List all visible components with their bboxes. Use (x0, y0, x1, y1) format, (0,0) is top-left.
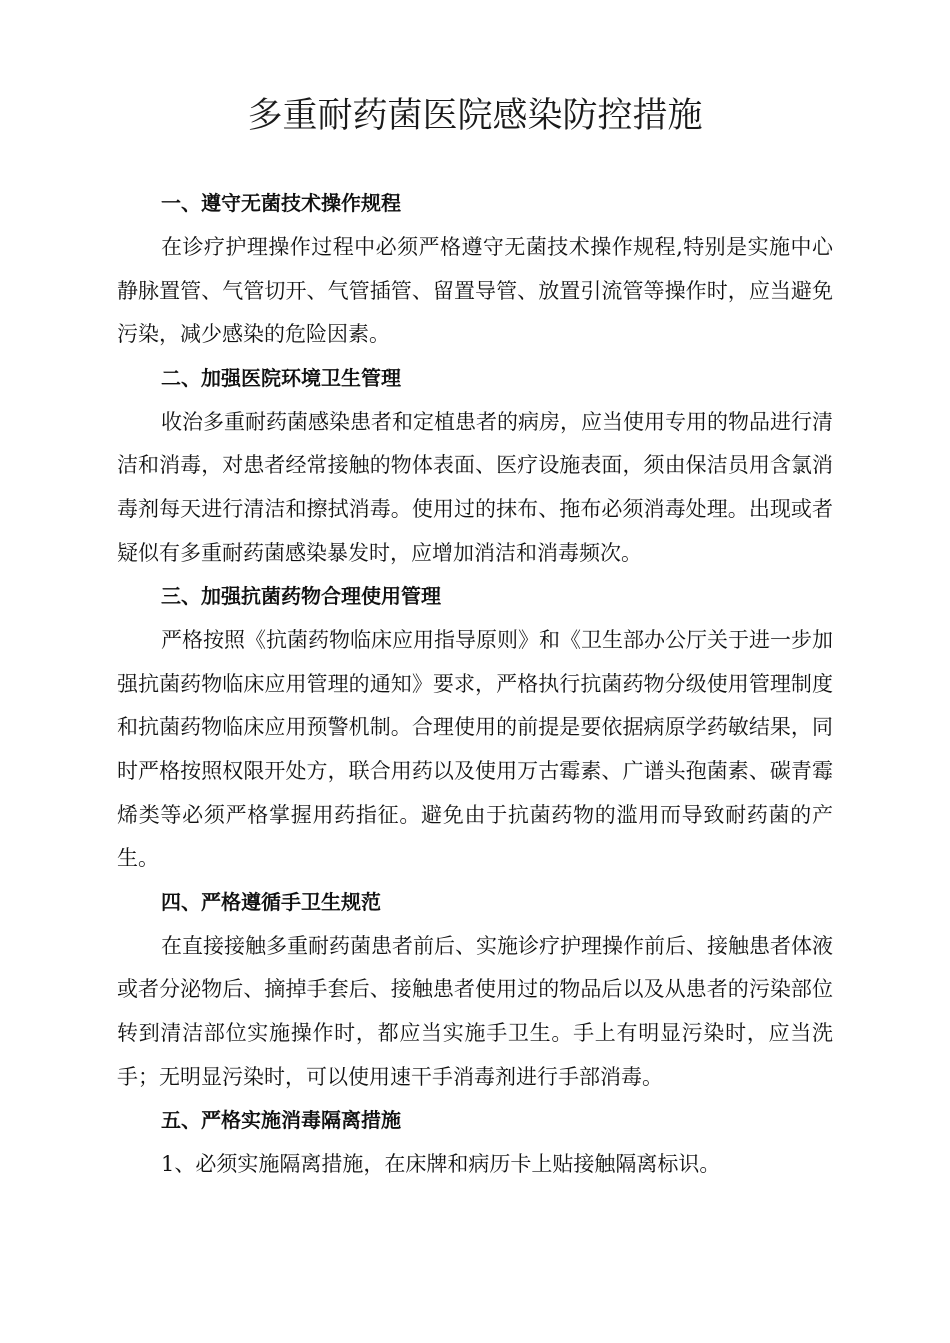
document-title: 多重耐药菌医院感染防控措施 (247, 96, 703, 136)
section-heading-5: 五、严格实施消毒隔离措施 (161, 1108, 401, 1133)
section-heading-3: 三、加强抗菌药物合理使用管理 (161, 584, 441, 609)
section-paragraph-5: 1、必须实施隔离措施，在床牌和病历卡上贴接触隔离标识。 (161, 1152, 721, 1177)
section-paragraph-2: 收治多重耐药菌感染患者和定植患者的病房，应当使用专用的物品进行清洁和消毒，对患者经常接触的物体表面、医疗设施表面，须由保洁员用含氯消毒剂每天进行清洁和擦拭消毒。使用过的抹布、拖布必须消毒处理。出现或者疑似有多重耐药菌感染暴发时，应增加消洁和消毒频次。 (117, 409, 833, 565)
section-heading-1: 一、遵守无菌技术操作规程 (161, 191, 401, 215)
document-body (117, 182, 833, 1187)
section-paragraph-3: 严格按照《抗菌药物临床应用指导原则》和《卫生部办公厅关于进一步加强抗菌药物临床应用管理的通知》要求，严格执行抗菌药物分级使用管理制度和抗菌药物临床应用预警机制。合理使用的前提是要依据病原学药敏结果，同时严格按照权限开处方，联合用药以及使用万古霉素、广谱头孢菌素、碳青霉烯类等必须严格掌握用药指征。避免由于抗菌药物的滥用而导致耐药菌的产生。 (117, 628, 833, 871)
section-paragraph-1: 在诊疗护理操作过程中必须严格遵守无菌技术操作规程,特别是实施中心静脉置管、气管切开、气管插管、留置导管、放置引流管等操作时，应当避免污染，减少感染的危险因素。 (117, 235, 833, 347)
section-heading-4: 四、严格遵循手卫生规范 (161, 889, 381, 914)
section-heading-2: 二、加强医院环境卫生管理 (161, 365, 401, 390)
section-paragraph-4: 在直接接触多重耐药菌患者前后、实施诊疗护理操作前后、接触患者体液或者分泌物后、摘掉手套后、接触患者使用过的物品后以及从患者的污染部位转到清洁部位实施操作时，都应当实施手卫生。手上有明显污染时，应当洗手；无明显污染时，可以使用速干手消毒剂进行手部消毒。 (117, 933, 833, 1089)
